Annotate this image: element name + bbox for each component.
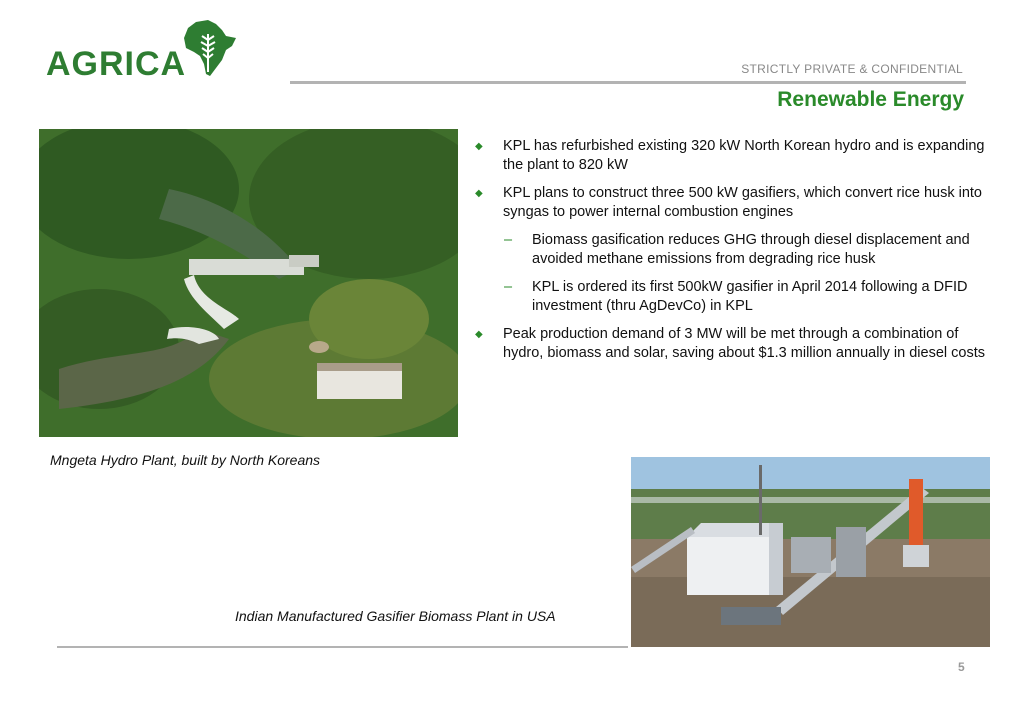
hydro-plant-photo: [39, 129, 458, 437]
logo-wordmark: AGRICA: [46, 45, 187, 83]
diamond-bullet-icon: ◆: [475, 188, 483, 199]
hydro-photo-caption: Mngeta Hydro Plant, built by North Koreans: [50, 452, 321, 468]
africa-map-icon: [182, 18, 238, 78]
dash-bullet-icon: –: [504, 232, 513, 248]
gasifier-plant-photo: [631, 457, 990, 647]
gasifier-photo-caption: Indian Manufactured Gasifier Biomass Plant in USA: [235, 608, 556, 624]
page-number: 5: [958, 660, 965, 674]
sub-bullet-item: [474, 278, 994, 316]
sub-bullet-text: KPL is ordered its first 500kW gasifier in April 2014 following a DFID investment (thru AgDevCo) in KPL: [532, 279, 968, 314]
confidentiality-label: STRICTLY PRIVATE & CONFIDENTIAL: [741, 62, 963, 76]
slide-title: Renewable Energy: [777, 88, 964, 111]
diamond-bullet-icon: ◆: [475, 141, 483, 152]
bullet-item: [474, 184, 994, 222]
sub-bullet-item: [474, 231, 994, 269]
bullet-list: [474, 137, 994, 372]
agrica-logo: [46, 18, 238, 83]
bullet-text: Peak production demand of 3 MW will be met through a combination of hydro, biomass and solar, saving about $1.3 million annually in diesel costs: [503, 326, 985, 361]
bullet-text: KPL has refurbished existing 320 kW North Korean hydro and is expanding the plant to 820 kW: [503, 138, 985, 173]
footer-divider: [57, 646, 628, 648]
dash-bullet-icon: –: [504, 279, 513, 295]
diamond-bullet-icon: ◆: [475, 329, 483, 340]
header-divider: [290, 81, 966, 84]
bullet-text: KPL plans to construct three 500 kW gasifiers, which convert rice husk into syngas to power internal combustion engines: [503, 185, 982, 220]
bullet-item: [474, 325, 994, 363]
sub-bullet-text: Biomass gasification reduces GHG through diesel displacement and avoided methane emissions from degrading rice husk: [532, 232, 970, 267]
bullet-item: [474, 137, 994, 175]
